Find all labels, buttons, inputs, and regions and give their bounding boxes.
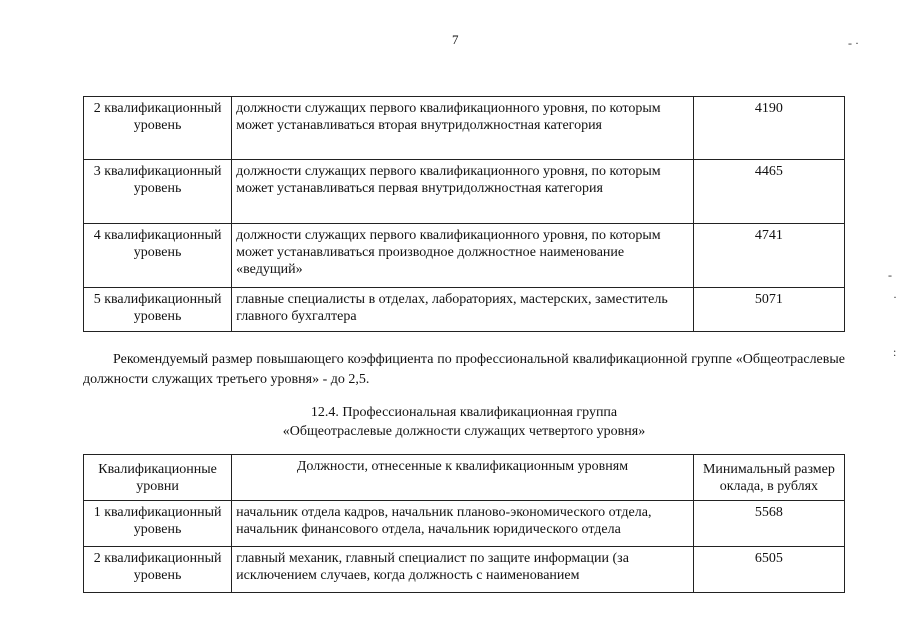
table-row — [84, 501, 845, 547]
level-cell: 3 квалификационный уровень — [84, 160, 232, 224]
positions-cell: должности служащих первого квалификационного уровня, по которым может устанавливаться производное должностное наименование «ведущий» — [232, 224, 694, 288]
positions-cell: главные специалисты в отделах, лабораториях, мастерских, заместитель главного бухгалтера — [232, 288, 694, 332]
salary-cell: 6505 — [693, 547, 844, 593]
section-heading — [83, 403, 845, 441]
scan-mark: - · — [848, 36, 859, 50]
header-salary: Минимальный размер оклада, в рублях — [693, 455, 844, 501]
positions-cell: главный механик, главный специалист по защите информации (за исключением случаев, когда должность с наименованием — [232, 547, 694, 593]
table-row — [84, 547, 845, 593]
header-levels: Квалификационные уровни — [84, 455, 232, 501]
scan-mark: - — [888, 268, 892, 282]
salary-cell: 4741 — [693, 224, 844, 288]
qualification-table-fourth-level — [83, 454, 845, 593]
salary-cell: 5071 — [693, 288, 844, 332]
section-title: 12.4. Профессиональная квалификационная группа — [310, 405, 618, 420]
table-row — [84, 160, 845, 224]
salary-cell: 4190 — [693, 97, 844, 160]
level-cell: 2 квалификационный уровень — [84, 97, 232, 160]
level-cell: 2 квалификационный уровень — [84, 547, 232, 593]
level-cell: 1 квалификационный уровень — [84, 501, 232, 547]
table-row — [84, 288, 845, 332]
header-positions: Должности, отнесенные к квалификационным уровням — [232, 455, 694, 501]
coefficient-paragraph: Рекомендуемый размер повышающего коэффициента по профессиональной квалификационной группе «Общеотраслевые должности служащих третьего уровня» - до 2,5. — [83, 352, 845, 387]
qualification-table-third-level — [83, 96, 845, 332]
positions-cell: должности служащих первого квалификационного уровня, по которым может устанавливаться вторая внутридолжностная категория — [232, 97, 694, 160]
positions-cell: должности служащих первого квалификационного уровня, по которым может устанавливаться первая внутридолжностная категория — [232, 160, 694, 224]
positions-cell: начальник отдела кадров, начальник планово-экономического отдела, начальник финансового отдела, начальник юридического отдела — [232, 501, 694, 547]
scan-mark: · — [893, 290, 897, 304]
table-row — [84, 224, 845, 288]
level-cell: 4 квалификационный уровень — [84, 224, 232, 288]
table-header-row — [84, 455, 845, 501]
salary-cell: 5568 — [693, 501, 844, 547]
table-row — [84, 97, 845, 160]
scan-mark: : — [893, 345, 897, 359]
page-number: 7 — [452, 32, 459, 47]
section-subtitle: «Общеотраслевые должности служащих четвертого уровня» — [282, 424, 646, 439]
salary-cell: 4465 — [693, 160, 844, 224]
level-cell: 5 квалификационный уровень — [84, 288, 232, 332]
